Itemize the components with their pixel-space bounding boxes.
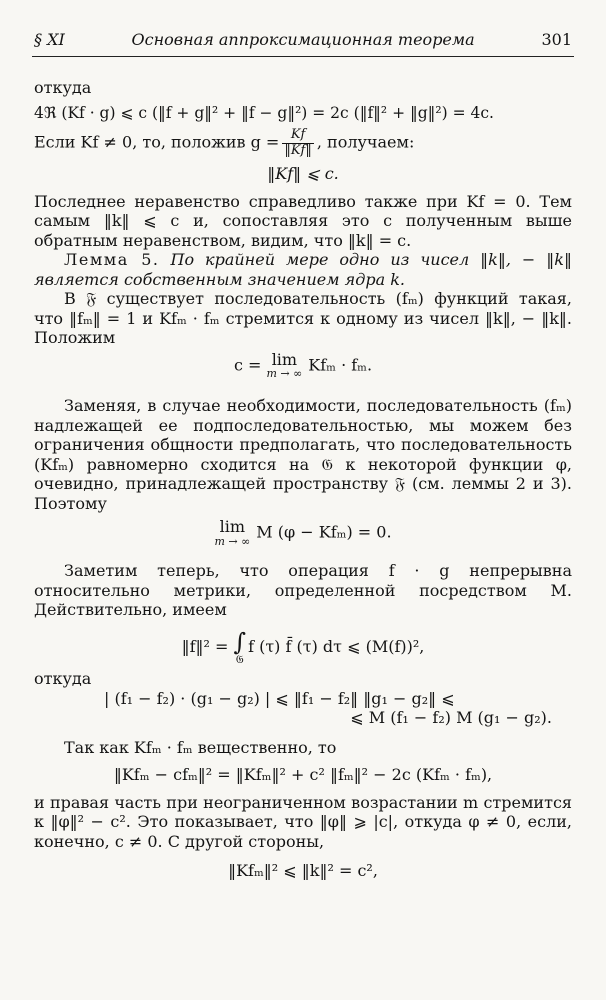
formula-8: ‖Kfₘ‖² ⩽ ‖k‖² = c², bbox=[228, 861, 378, 881]
limit-subscript: m → ∞ bbox=[266, 367, 303, 381]
paragraph-4: В 𝔉 существует последовательность (fₘ) функций такая, что ‖fₘ‖ = 1 и Kfₘ · fₘ стремится к одному из чисел ‖k‖, − ‖k‖. Положим bbox=[34, 289, 572, 348]
limit-word: lim bbox=[271, 349, 298, 369]
paragraph-6: Заметим теперь, что операция f · g непрерывна относительно метрики, определенной посредством M. Действительно, имеем bbox=[34, 561, 572, 620]
fraction-denominator: ‖Kf‖ bbox=[284, 142, 312, 158]
header-rule bbox=[32, 56, 574, 57]
section-number: § XI bbox=[34, 30, 65, 49]
paragraph-8: Так как Kfₘ · fₘ вещественно, то bbox=[64, 737, 337, 757]
lemma-5 bbox=[34, 250, 572, 289]
paragraph-9: и правая часть при неограниченном возрастании m стремится к ‖φ‖² − c². Это показывает, что ‖φ‖ ⩾ |c|, откуда φ ≠ 0, если, конечно, c ≠ 0. С другой стороны, bbox=[34, 792, 572, 851]
page-number: 301 bbox=[541, 30, 572, 49]
fraction-numerator: Kf bbox=[282, 128, 314, 143]
formula-3-left: c = bbox=[233, 355, 262, 375]
formula-3 bbox=[34, 349, 572, 381]
formula-6-line-2: ⩽ M (f₁ − f₂) M (g₁ − g₂). bbox=[350, 708, 552, 728]
running-title: Основная аппроксимационная теорема bbox=[131, 30, 475, 49]
formula-3-right: Kfₘ · fₘ. bbox=[308, 355, 373, 375]
formula-4 bbox=[34, 519, 572, 547]
integral-subscript: 𝔊 bbox=[235, 652, 244, 666]
formula-4-right: M (φ − Kfₘ) = 0. bbox=[256, 522, 392, 542]
paragraph-5: Заменяя, в случае необходимости, последовательность (fₘ) надлежащей ее подпоследовательностью, мы можем без ограничения общности предполагать, что последовательность (Kfₘ) равномерно сходится на 𝔊 к некоторой функции φ, очевидно, принадлежащей пространству 𝔉 (см. леммы 2 и 3). Поэтому bbox=[34, 396, 572, 513]
fraction bbox=[282, 128, 314, 158]
page-body bbox=[34, 78, 572, 881]
formula-1: 4ℜ (Kf · g) ⩽ c (‖f + g‖² + ‖f − g‖²) = 2c (‖f‖² + ‖g‖²) = 4c. bbox=[34, 103, 494, 122]
formula-5 bbox=[34, 627, 572, 666]
formula-7: ‖Kfₘ − cfₘ‖² = ‖Kfₘ‖² + c² ‖fₘ‖² − 2c (Kfₘ · fₘ), bbox=[113, 765, 493, 785]
running-header bbox=[34, 30, 572, 50]
paragraph-3: Последнее неравенство справедливо также при Kf = 0. Тем самым ‖k‖ ⩽ c и, сопоставляя это с полученным выше обратным неравенством, видим, что ‖k‖ = c. bbox=[34, 191, 572, 250]
paragraph-7: откуда bbox=[34, 668, 92, 688]
limit-subscript: m → ∞ bbox=[214, 534, 251, 548]
formula-2: ‖Kf‖ ⩽ c. bbox=[267, 164, 339, 184]
paragraph-1: откуда bbox=[34, 78, 92, 97]
paragraph-2-text-a: Если Kf ≠ 0, то, положив g = bbox=[34, 132, 280, 152]
limit-operator bbox=[266, 349, 303, 381]
paragraph-2 bbox=[34, 128, 572, 158]
formula-5-right: f (τ) f̄ (τ) dτ ⩽ (M(f))², bbox=[248, 636, 425, 656]
formula-5-left: ‖f‖² = bbox=[181, 636, 229, 656]
integral-operator bbox=[233, 627, 247, 666]
lemma-statement: По крайней мере одно из чисел ‖k‖, − ‖k‖ является собственным значением ядра k. bbox=[34, 250, 573, 289]
paragraph-2-text-b: , получаем: bbox=[316, 132, 415, 152]
formula-6-line-1: | (f₁ − f₂) · (g₁ − g₂) | ⩽ ‖f₁ − f₂‖ ‖g₁ − g₂‖ ⩽ bbox=[104, 688, 455, 708]
limit-operator bbox=[214, 519, 250, 547]
limit-word: lim bbox=[219, 517, 246, 537]
lemma-label: Лемма 5. bbox=[64, 250, 160, 270]
integral-sign: ∫ bbox=[233, 627, 247, 656]
